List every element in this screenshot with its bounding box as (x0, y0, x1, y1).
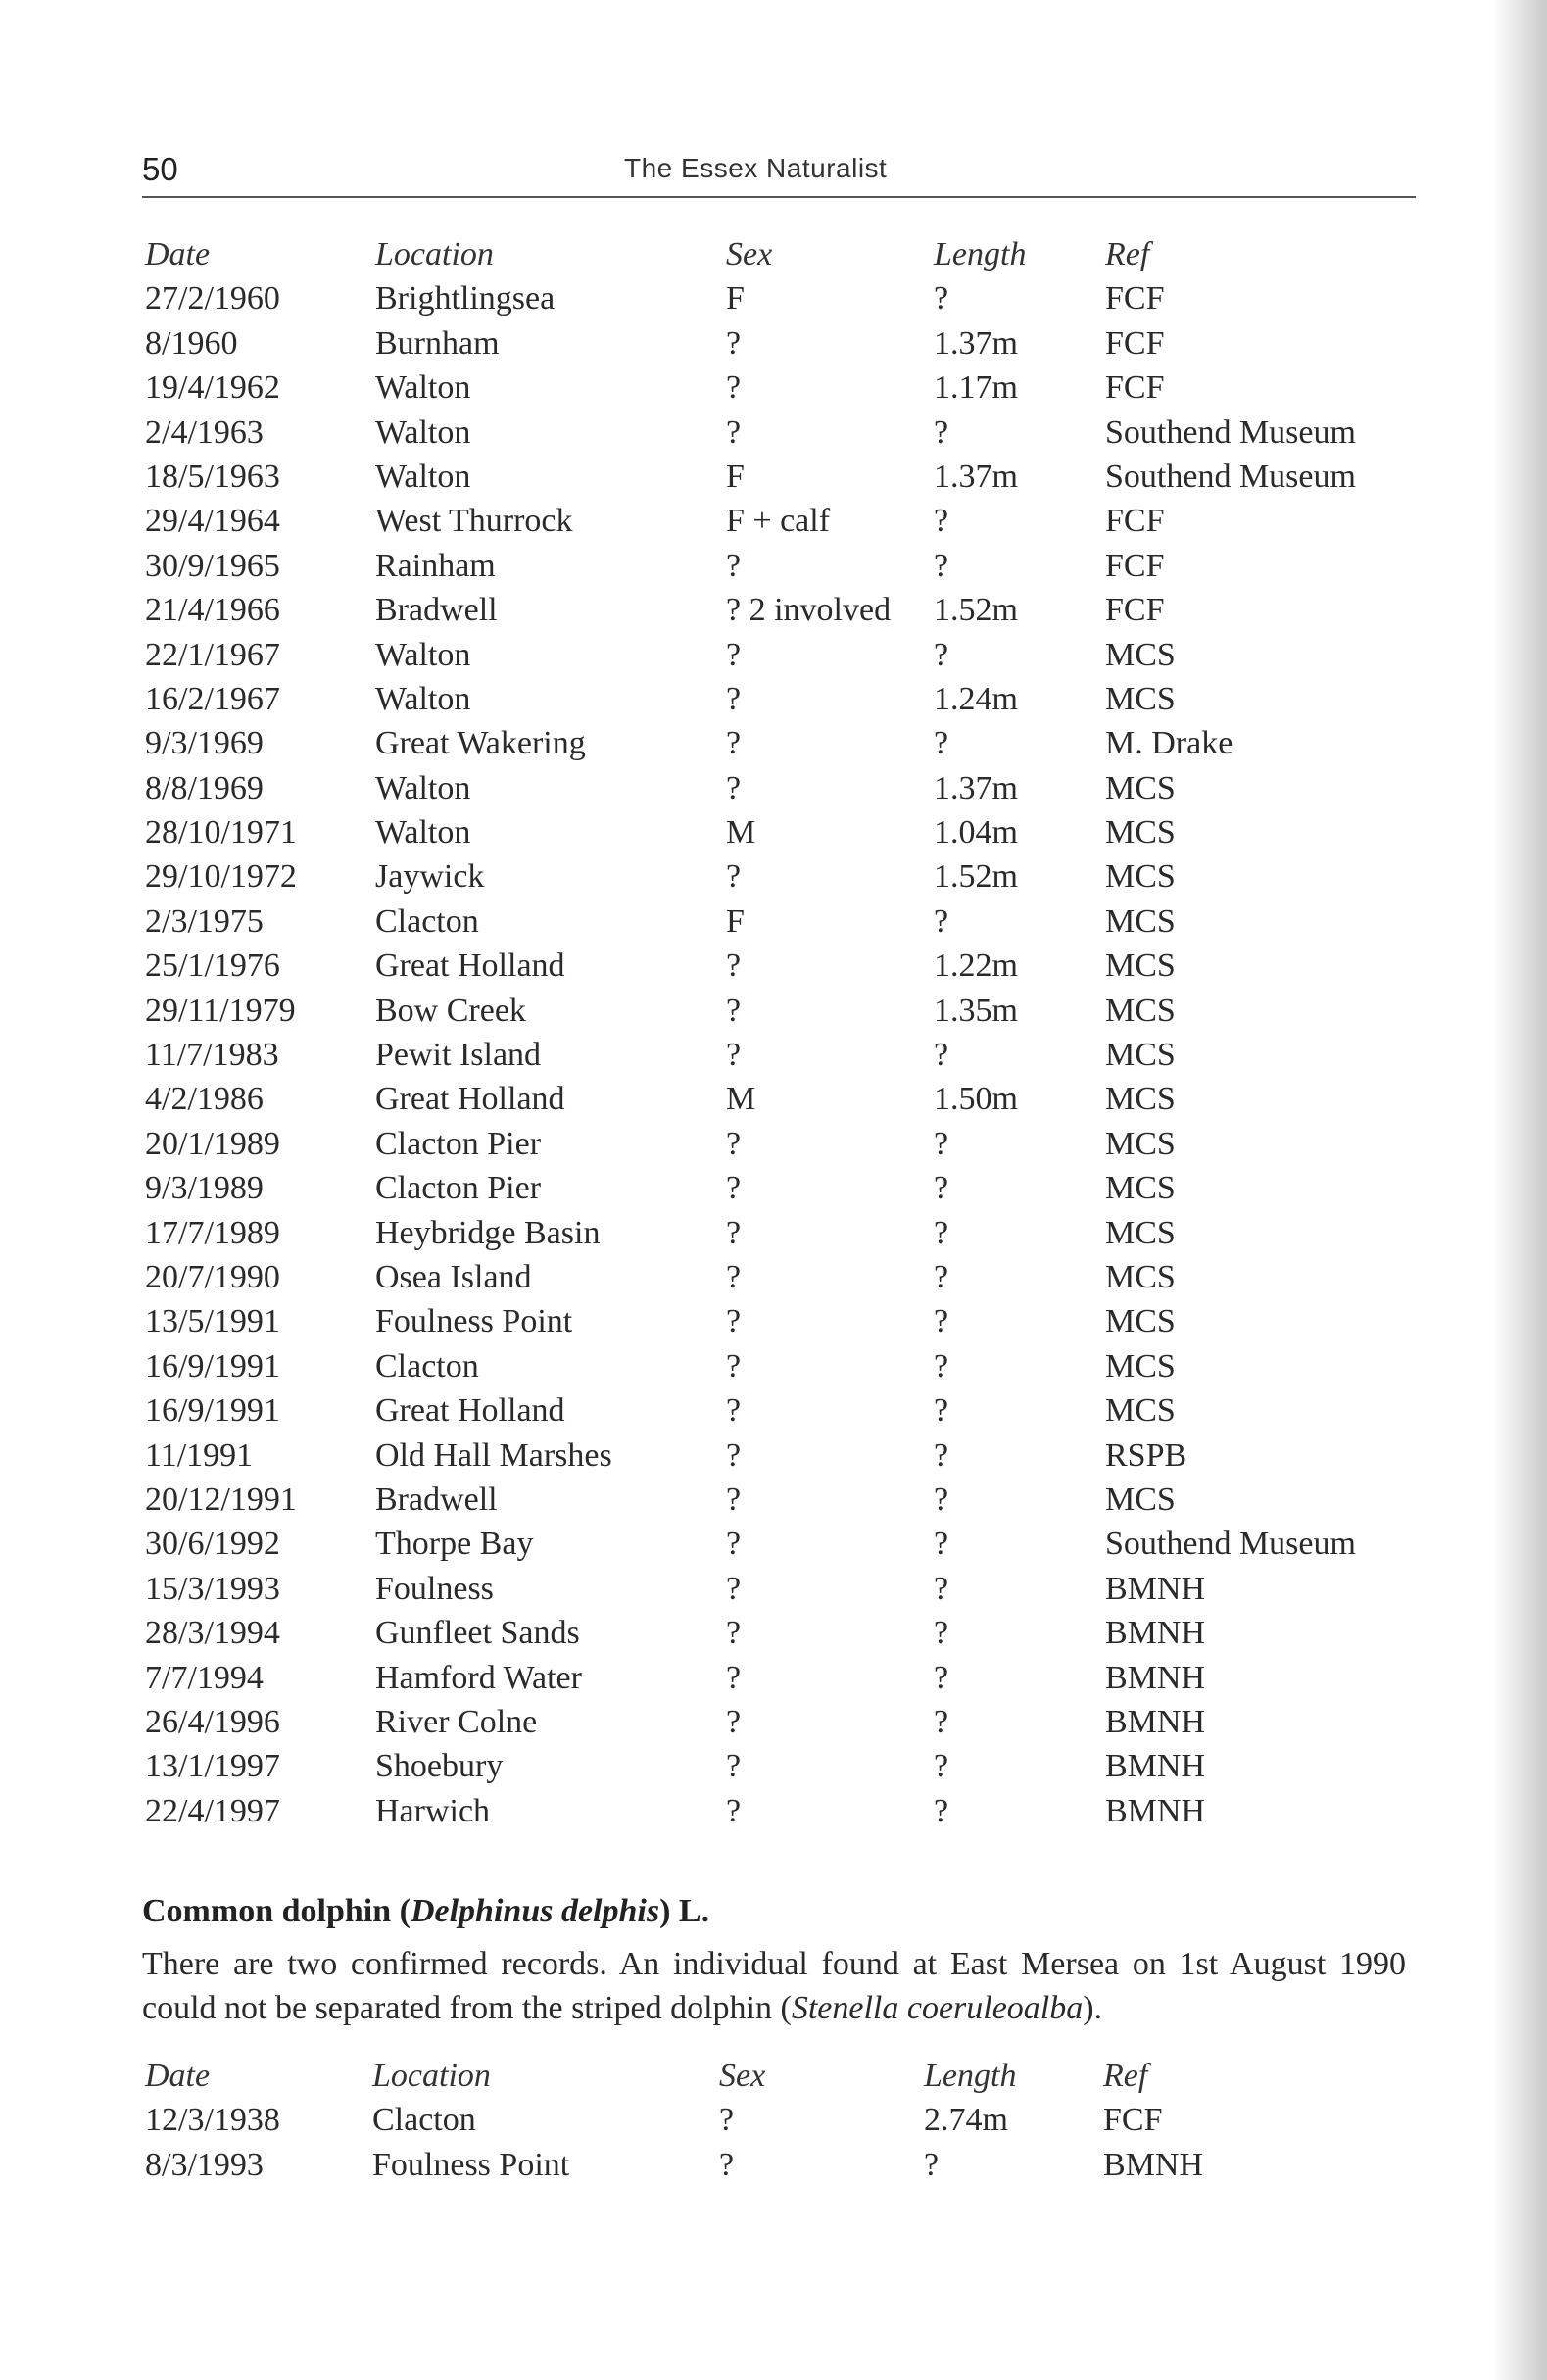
cell-sex: ? (726, 1170, 742, 1207)
cell-location: Pewit Island (375, 1037, 542, 1074)
cell-date: 12/3/1938 (145, 2102, 280, 2139)
cell-sex: ? (726, 1125, 742, 1162)
table-row (145, 2098, 1419, 2142)
cell-length: ? (934, 725, 949, 762)
table-row (145, 854, 1419, 899)
cell-location: Brightlingsea (375, 280, 556, 317)
cell-location: Great Holland (375, 1081, 565, 1118)
table-row (145, 899, 1419, 944)
cell-sex: ? (726, 1570, 742, 1607)
table-row (145, 365, 1419, 410)
cell-sex: ? (726, 1303, 742, 1340)
table-row (145, 677, 1419, 721)
cell-ref: FCF (1105, 592, 1165, 629)
table-row (145, 1611, 1419, 1655)
cell-ref: BMNH (1105, 1615, 1206, 1652)
cell-date: 30/9/1965 (145, 547, 280, 584)
cell-length: 1.52m (934, 592, 1018, 629)
cell-location: Foulness Point (372, 2146, 570, 2183)
dolphin-table-header (145, 2054, 1419, 2098)
cell-length: ? (934, 636, 949, 673)
column-header-length: Length (924, 2058, 1017, 2094)
cell-ref: MCS (1105, 1125, 1176, 1162)
cell-length: ? (934, 1659, 949, 1696)
page-edge-shadow (1492, 0, 1547, 2380)
cell-date: 8/8/1969 (145, 769, 264, 806)
column-header-sex: Sex (719, 2058, 766, 2094)
cell-ref: BMNH (1105, 1570, 1206, 1607)
table-row (145, 1033, 1419, 1077)
cell-length: ? (924, 2146, 940, 2183)
cell-ref: MCS (1105, 680, 1176, 717)
section-heading-common-dolphin (142, 1893, 709, 1930)
cell-sex: ? (726, 1659, 742, 1696)
cell-location: Clacton (372, 2102, 476, 2139)
cell-sex: ? (726, 1214, 742, 1251)
cell-location: West Thurrock (375, 503, 573, 540)
cell-location: Great Wakering (375, 725, 586, 762)
cell-length: 1.24m (934, 680, 1018, 717)
cell-date: 22/4/1997 (145, 1792, 280, 1829)
cell-sex: ? (726, 1392, 742, 1430)
cell-date: 25/1/1976 (145, 947, 280, 985)
cell-sex: ? (726, 1347, 742, 1384)
cell-sex: ? (726, 1615, 742, 1652)
table-row (145, 411, 1419, 455)
cell-ref: MCS (1105, 1303, 1176, 1340)
cell-length: 1.35m (934, 992, 1018, 1029)
table-row (145, 766, 1419, 810)
cell-date: 16/9/1991 (145, 1347, 280, 1384)
cell-sex: ? (726, 1748, 742, 1785)
cell-length: 1.52m (934, 858, 1018, 896)
cell-date: 13/1/1997 (145, 1748, 280, 1785)
cell-sex: ? (726, 992, 742, 1029)
table-row (145, 1567, 1419, 1611)
cell-location: Walton (375, 680, 471, 717)
table-row (145, 1700, 1419, 1744)
column-header-location: Location (372, 2058, 491, 2094)
cell-date: 19/4/1962 (145, 369, 280, 407)
cell-length: 1.17m (934, 369, 1018, 407)
cell-location: Rainham (375, 547, 496, 584)
table-row (145, 1656, 1419, 1700)
cell-length: 1.04m (934, 814, 1018, 851)
cell-date: 16/2/1967 (145, 680, 280, 717)
cell-length: ? (934, 902, 949, 940)
cell-sex: ? (726, 947, 742, 985)
cell-sex: ? (726, 680, 742, 717)
cell-sex: ? (726, 1792, 742, 1829)
cell-ref: Southend Museum (1105, 1526, 1356, 1563)
cell-sex: M (726, 1081, 756, 1118)
column-header-location: Location (375, 236, 494, 272)
cell-ref: BMNH (1105, 1748, 1206, 1785)
cell-date: 28/3/1994 (145, 1615, 280, 1652)
table-row (145, 1744, 1419, 1788)
paragraph-latin-name: Stenella coeruleoalba (791, 1990, 1084, 2026)
cell-date: 18/5/1963 (145, 458, 280, 495)
cell-ref: FCF (1105, 369, 1165, 407)
cell-location: Walton (375, 636, 471, 673)
cell-ref: FCF (1105, 280, 1165, 317)
cell-date: 9/3/1969 (145, 725, 264, 762)
cell-date: 27/2/1960 (145, 280, 280, 317)
column-header-ref: Ref (1103, 2058, 1148, 2094)
cell-date: 16/9/1991 (145, 1392, 280, 1430)
cell-sex: ? (719, 2146, 735, 2183)
cell-date: 4/2/1986 (145, 1081, 264, 1118)
paragraph-text: There are two confirmed records. An individual found at East Mersea on 1st August 1990 could not be separated from the striped dolphin ( (142, 1946, 1406, 2026)
cell-length: ? (934, 1258, 949, 1295)
cell-sex: ? 2 involved (726, 592, 892, 629)
cell-ref: MCS (1105, 1081, 1176, 1118)
cell-sex: F (726, 280, 745, 317)
cell-sex: F (726, 458, 745, 495)
cell-length: ? (934, 1792, 949, 1829)
cell-length: ? (934, 1125, 949, 1162)
cell-length: ? (934, 1526, 949, 1563)
cell-length: ? (934, 1214, 949, 1251)
header-rule (142, 196, 1416, 198)
cell-date: 29/10/1972 (145, 858, 297, 896)
cell-ref: BMNH (1105, 1659, 1206, 1696)
cell-sex: ? (726, 1703, 742, 1740)
cell-ref: MCS (1105, 1214, 1176, 1251)
cell-location: Osea Island (375, 1258, 532, 1295)
cell-length: ? (934, 1037, 949, 1074)
cell-location: Heybridge Basin (375, 1214, 601, 1251)
cell-ref: MCS (1105, 1170, 1176, 1207)
cell-length: ? (934, 1570, 949, 1607)
cell-ref: FCF (1103, 2102, 1163, 2139)
table-row (145, 1522, 1419, 1566)
table-row (145, 944, 1419, 988)
cell-location: Walton (375, 814, 471, 851)
table-row (145, 1388, 1419, 1433)
cell-ref: BMNH (1105, 1703, 1206, 1740)
cell-location: Harwich (375, 1792, 491, 1829)
cell-sex: ? (726, 413, 742, 451)
cell-location: Jaywick (375, 858, 485, 896)
heading-authority: ) L. (659, 1893, 710, 1929)
cell-ref: MCS (1105, 902, 1176, 940)
cell-ref: FCF (1105, 547, 1165, 584)
cell-length: 1.37m (934, 324, 1018, 362)
records-table (145, 232, 1419, 1833)
cell-date: 2/3/1975 (145, 902, 264, 940)
cell-location: Clacton (375, 902, 479, 940)
cell-location: Old Hall Marshes (375, 1436, 612, 1474)
cell-sex: ? (719, 2102, 735, 2139)
cell-sex: ? (726, 769, 742, 806)
cell-sex: ? (726, 636, 742, 673)
cell-location: Clacton Pier (375, 1170, 542, 1207)
cell-location: Clacton Pier (375, 1125, 542, 1162)
table-row (145, 2143, 1419, 2187)
table-row (145, 544, 1419, 588)
column-header-ref: Ref (1105, 236, 1150, 272)
cell-length: ? (934, 1748, 949, 1785)
cell-length: ? (934, 1615, 949, 1652)
cell-location: Foulness (375, 1570, 494, 1607)
dolphin-table-body (145, 2098, 1419, 2187)
cell-length: ? (934, 547, 949, 584)
cell-date: 8/3/1993 (145, 2146, 264, 2183)
cell-length: 1.50m (934, 1081, 1018, 1118)
cell-ref: MCS (1105, 1258, 1176, 1295)
table-row (145, 1122, 1419, 1166)
table-row (145, 810, 1419, 854)
table-row (145, 1433, 1419, 1478)
table-row (145, 1077, 1419, 1121)
cell-length: ? (934, 280, 949, 317)
cell-date: 30/6/1992 (145, 1526, 280, 1563)
cell-sex: ? (726, 725, 742, 762)
cell-ref: FCF (1105, 324, 1165, 362)
cell-date: 29/11/1979 (145, 992, 296, 1029)
cell-location: Bow Creek (375, 992, 526, 1029)
cell-location: Walton (375, 769, 471, 806)
cell-length: ? (934, 413, 949, 451)
heading-latin-name: Delphinus delphis (410, 1893, 660, 1929)
cell-length: 1.22m (934, 947, 1018, 985)
cell-date: 8/1960 (145, 324, 238, 362)
table-row (145, 989, 1419, 1033)
journal-title: The Essex Naturalist (624, 153, 888, 183)
cell-ref: MCS (1105, 1481, 1176, 1518)
cell-location: Thorpe Bay (375, 1526, 534, 1563)
cell-location: Burnham (375, 324, 500, 362)
cell-length: ? (934, 503, 949, 540)
cell-sex: M (726, 814, 756, 851)
table-row (145, 633, 1419, 677)
cell-sex: ? (726, 1037, 742, 1074)
cell-location: Walton (375, 413, 471, 451)
paragraph-text-end: ). (1083, 1990, 1103, 2026)
cell-length: ? (934, 1481, 949, 1518)
cell-length: ? (934, 1170, 949, 1207)
cell-location: Gunfleet Sands (375, 1615, 580, 1652)
cell-ref: MCS (1105, 947, 1176, 985)
cell-length: 1.37m (934, 458, 1018, 495)
cell-sex: ? (726, 1436, 742, 1474)
table-row (145, 1299, 1419, 1343)
table-row (145, 455, 1419, 499)
cell-location: Walton (375, 369, 471, 407)
cell-sex: ? (726, 1481, 742, 1518)
cell-ref: M. Drake (1105, 725, 1233, 762)
cell-sex: F (726, 902, 745, 940)
cell-date: 21/4/1966 (145, 592, 280, 629)
table-row (145, 499, 1419, 543)
cell-length: 1.37m (934, 769, 1018, 806)
cell-sex: ? (726, 324, 742, 362)
cell-date: 17/7/1989 (145, 1214, 280, 1251)
cell-date: 2/4/1963 (145, 413, 264, 451)
dolphin-records-table (145, 2054, 1419, 2187)
cell-location: Hamford Water (375, 1659, 582, 1696)
column-header-date: Date (145, 236, 211, 272)
cell-length: ? (934, 1347, 949, 1384)
cell-date: 11/1991 (145, 1436, 254, 1474)
cell-length: ? (934, 1392, 949, 1430)
cell-date: 22/1/1967 (145, 636, 280, 673)
cell-sex: ? (726, 1258, 742, 1295)
table-row (145, 1255, 1419, 1299)
cell-ref: MCS (1105, 1347, 1176, 1384)
cell-location: Bradwell (375, 592, 498, 629)
cell-ref: MCS (1105, 992, 1176, 1029)
table-row (145, 1344, 1419, 1388)
page-header (142, 151, 1416, 194)
cell-sex: ? (726, 1526, 742, 1563)
cell-date: 20/12/1991 (145, 1481, 297, 1518)
cell-date: 20/7/1990 (145, 1258, 280, 1295)
cell-date: 29/4/1964 (145, 503, 280, 540)
table-row (145, 1166, 1419, 1210)
cell-location: Clacton (375, 1347, 479, 1384)
cell-length: ? (934, 1436, 949, 1474)
cell-location: Foulness Point (375, 1303, 573, 1340)
cell-location: Walton (375, 458, 471, 495)
cell-date: 26/4/1996 (145, 1703, 280, 1740)
cell-date: 9/3/1989 (145, 1170, 264, 1207)
page-number: 50 (142, 151, 178, 187)
cell-date: 28/10/1971 (145, 814, 297, 851)
records-table-header (145, 232, 1419, 276)
cell-length: ? (934, 1703, 949, 1740)
cell-sex: ? (726, 369, 742, 407)
cell-location: River Colne (375, 1703, 538, 1740)
column-header-date: Date (145, 2058, 211, 2094)
records-table-body (145, 276, 1419, 1833)
column-header-length: Length (934, 236, 1027, 272)
table-row (145, 321, 1419, 365)
column-header-sex: Sex (726, 236, 773, 272)
cell-sex: ? (726, 547, 742, 584)
cell-date: 7/7/1994 (145, 1659, 264, 1696)
table-row (145, 588, 1419, 632)
cell-date: 15/3/1993 (145, 1570, 280, 1607)
cell-ref: MCS (1105, 769, 1176, 806)
cell-sex: F + calf (726, 503, 831, 540)
cell-ref: MCS (1105, 814, 1176, 851)
section-paragraph (142, 1942, 1406, 2030)
cell-ref: Southend Museum (1105, 413, 1356, 451)
table-row (145, 276, 1419, 320)
cell-location: Great Holland (375, 1392, 565, 1430)
cell-length: ? (934, 1303, 949, 1340)
cell-location: Great Holland (375, 947, 565, 985)
heading-common-name: Common dolphin ( (142, 1893, 411, 1929)
cell-date: 20/1/1989 (145, 1125, 280, 1162)
cell-ref: MCS (1105, 858, 1176, 896)
cell-ref: Southend Museum (1105, 458, 1356, 495)
cell-ref: RSPB (1105, 1436, 1187, 1474)
cell-ref: MCS (1105, 1392, 1176, 1430)
cell-ref: MCS (1105, 1037, 1176, 1074)
cell-location: Shoebury (375, 1748, 504, 1785)
table-row (145, 1211, 1419, 1255)
cell-date: 13/5/1991 (145, 1303, 280, 1340)
cell-sex: ? (726, 858, 742, 896)
cell-date: 11/7/1983 (145, 1037, 279, 1074)
table-row (145, 721, 1419, 765)
cell-location: Bradwell (375, 1481, 498, 1518)
table-row (145, 1478, 1419, 1522)
cell-ref: BMNH (1105, 1792, 1206, 1829)
cell-ref: BMNH (1103, 2146, 1204, 2183)
table-row (145, 1789, 1419, 1833)
cell-ref: MCS (1105, 636, 1176, 673)
cell-length: 2.74m (924, 2102, 1008, 2139)
cell-ref: FCF (1105, 503, 1165, 540)
